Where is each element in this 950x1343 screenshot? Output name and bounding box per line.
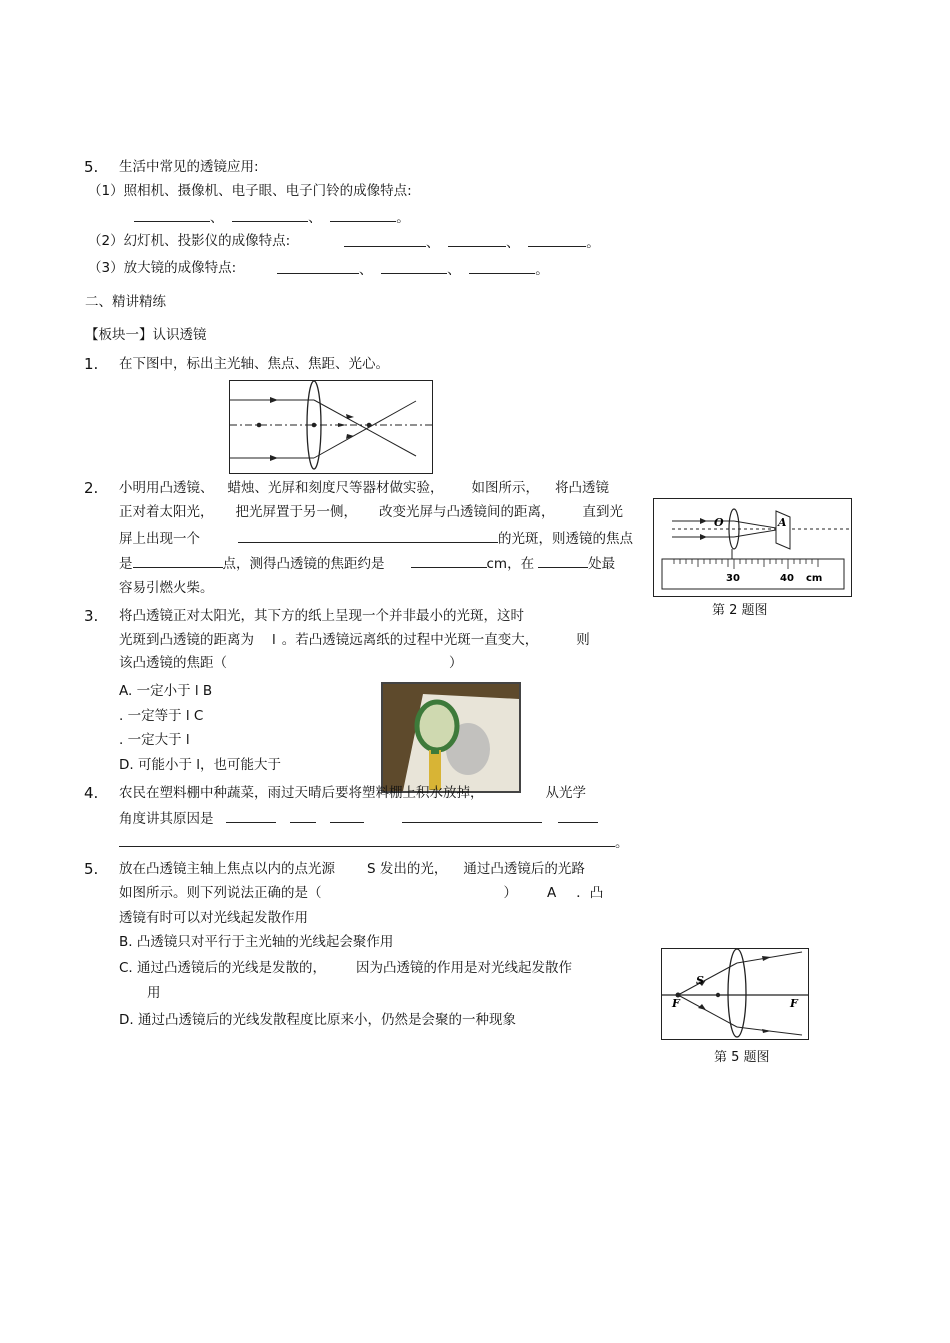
section-title: 生活中常见的透镜应用:: [119, 159, 259, 175]
refracted-ray: [314, 400, 416, 456]
period: 。: [586, 235, 600, 251]
experiment-figure: [654, 499, 851, 596]
text: 因为凸透镜的作用是对光线起发散作: [356, 960, 573, 976]
text: 处最: [588, 556, 616, 572]
text: 屏上出现一个: [119, 531, 200, 547]
label-a: A: [778, 516, 787, 529]
answer-blank[interactable]: [558, 808, 598, 823]
text: 通过凸透镜后的光路: [463, 861, 585, 877]
text: 该凸透镜的焦距（: [119, 655, 227, 671]
section-number: 5.: [84, 158, 99, 176]
q4-line2: [119, 808, 598, 828]
text: ）: [503, 885, 517, 901]
question-1-number: 1.: [84, 355, 99, 373]
text: 则: [576, 632, 590, 648]
answer-blank[interactable]: [411, 553, 487, 568]
refracted-ray: [734, 529, 782, 537]
separator: 、: [426, 235, 440, 251]
text: 的光斑，则透镜的焦点: [498, 531, 633, 547]
question-2-number: 2.: [84, 479, 99, 497]
period: 。: [615, 835, 629, 851]
separator: 、: [506, 235, 520, 251]
text: ）: [449, 655, 463, 671]
q5-line2: [119, 884, 603, 902]
q2-line3: [119, 528, 633, 548]
part-heading: 二、精讲精练: [85, 294, 166, 310]
q2-line5: 容易引燃火柴。: [119, 580, 214, 596]
answer-blank[interactable]: [226, 808, 276, 823]
magnifier-lens: [417, 702, 457, 750]
text: 从光学: [545, 785, 586, 801]
arrow-icon: [270, 455, 278, 461]
text: 农民在塑料棚中种蔬菜，雨过天晴后要将塑料棚上积水放掉，: [119, 785, 484, 801]
separator: 、: [308, 210, 322, 226]
arrow-icon: [338, 423, 346, 427]
q5-option-b[interactable]: B. 凸透镜只对平行于主光轴的光线起会聚作用: [119, 934, 394, 950]
blank: [134, 207, 210, 222]
q2-line2: [119, 503, 623, 521]
q4-line3: [119, 832, 629, 852]
focus-point: [367, 423, 372, 428]
answer-blank[interactable]: [290, 808, 316, 823]
q3-line3: [119, 654, 463, 672]
text: 小明用凸透镜、: [119, 480, 214, 496]
item-2: （2）幻灯机、投影仪的成像特点:: [88, 233, 291, 249]
q5-option-d[interactable]: D. 通过凸透镜后的光线发散程度比原来小，仍然是会聚的一种现象: [119, 1012, 516, 1028]
q5-option-a-cont: 透镜有时可以对光线起发散作用: [119, 910, 308, 926]
text: 蜡烛、光屏和刻度尺等器材做实验，: [227, 480, 444, 496]
answer-blank[interactable]: [538, 553, 588, 568]
blank: [381, 259, 447, 274]
question-5-number: 5.: [84, 860, 99, 878]
text: 改变光屏与凸透镜间的距离，: [379, 504, 555, 520]
question-3-number: 3.: [84, 607, 99, 625]
question-1-text: 在下图中，标出主光轴、焦点、焦距、光心。: [119, 356, 389, 372]
q2-line1: [119, 479, 609, 497]
figure-5-caption: 第 5 题图: [714, 1050, 770, 1065]
text: ．凸: [576, 885, 604, 901]
q2-line4: [119, 553, 615, 573]
q5-option-c[interactable]: [119, 959, 572, 977]
arrow-icon: [700, 534, 707, 540]
blank: [528, 232, 586, 247]
tick-label-40: 40: [780, 573, 794, 584]
period: 。: [396, 210, 410, 226]
separator: 、: [359, 262, 373, 278]
lens-diagram-q1: [229, 380, 433, 474]
text: 点，测得凸透镜的焦距约是: [222, 556, 385, 572]
item-3: （3）放大镜的成像特点:: [88, 260, 237, 276]
answer-blank[interactable]: [330, 808, 364, 823]
lens-diagram-q5: [661, 948, 809, 1040]
refracted-ray: [314, 401, 416, 458]
text: C. 通过凸透镜后的光线是发散的，: [119, 960, 327, 976]
q3-line1: 将凸透镜正对太阳光，其下方的纸上呈现一个并非最小的光斑，这时: [119, 608, 524, 624]
blank: [232, 207, 308, 222]
q4-line1: [119, 784, 586, 802]
text: 如图所示。则下列说法正确的是（: [119, 885, 322, 901]
q3-option-a[interactable]: A. 一定小于 l B: [119, 683, 213, 699]
item-1-blanks: [134, 207, 410, 227]
item-3-blanks: [277, 259, 549, 279]
unit-label: cm: [806, 573, 823, 584]
separator: 、: [210, 210, 224, 226]
text: ，在: [507, 556, 535, 572]
text: 。若凸透镜远离纸的过程中光斑一直变大，: [281, 632, 539, 648]
arrow-icon: [762, 956, 771, 961]
magnifier-photo: [381, 682, 521, 793]
magnifier-illustration: [383, 684, 519, 791]
item-1: （1）照相机、摄像机、电子眼、电子门铃的成像特点:: [88, 183, 412, 199]
label-f: F: [790, 997, 798, 1010]
q3-line2: [119, 631, 590, 649]
label-o: O: [714, 516, 724, 529]
block-heading: 【板块一】认识透镜: [85, 327, 207, 343]
q3-option-b[interactable]: . 一定等于 l C: [119, 708, 204, 724]
arrow-icon: [698, 1004, 706, 1010]
arrow-icon: [762, 1029, 771, 1033]
refracted-ray: [734, 521, 782, 529]
optical-center: [312, 423, 317, 428]
blank: [330, 207, 396, 222]
arrow-icon: [270, 397, 278, 403]
separator: 、: [447, 262, 461, 278]
text: 角度讲其原因是: [119, 811, 214, 827]
period: 。: [535, 262, 549, 278]
label-f: F: [672, 997, 680, 1010]
focus-point: [257, 423, 262, 428]
arrow-icon: [346, 414, 354, 419]
text: 如图所示，: [471, 480, 539, 496]
text: 正对着太阳光，: [119, 504, 214, 520]
question-4-number: 4.: [84, 784, 99, 802]
unit: cm: [486, 556, 508, 572]
figure-2-caption: 第 2 题图: [712, 603, 768, 618]
q5-option-c-cont: 用: [147, 985, 161, 1001]
tick-label-30: 30: [726, 573, 740, 584]
text: 把光屏置于另一侧，: [235, 504, 357, 520]
answer-blank[interactable]: [133, 553, 223, 568]
item-2-blanks: [344, 232, 600, 252]
blank: [448, 232, 506, 247]
text: 将凸透镜: [555, 480, 609, 496]
arrow-icon: [700, 518, 707, 524]
blank: [344, 232, 426, 247]
blank: [469, 259, 535, 274]
q3-option-d[interactable]: D. 可能小于 l，也可能大于: [119, 757, 282, 773]
answer-blank[interactable]: [238, 528, 498, 543]
text: 放在凸透镜主轴上焦点以内的点光源: [119, 861, 335, 877]
q3-option-c[interactable]: . 一定大于 l: [119, 732, 190, 748]
lens-ruler-diagram-q2: [653, 498, 852, 597]
blank: [277, 259, 359, 274]
text: 直到光: [582, 504, 623, 520]
text: 光斑到凸透镜的距离为: [119, 632, 254, 648]
source-point: [716, 993, 720, 997]
answer-blank[interactable]: [402, 808, 542, 823]
answer-blank[interactable]: [119, 832, 615, 847]
point-source-diagram: [662, 949, 808, 1039]
text: A: [547, 885, 557, 901]
lens-ray-diagram: [230, 381, 432, 473]
text: 是: [119, 556, 133, 572]
text: S 发出的光，: [367, 861, 448, 877]
q5-line1: [119, 860, 585, 878]
variable-l: l: [272, 632, 276, 648]
label-s: S: [696, 974, 704, 987]
